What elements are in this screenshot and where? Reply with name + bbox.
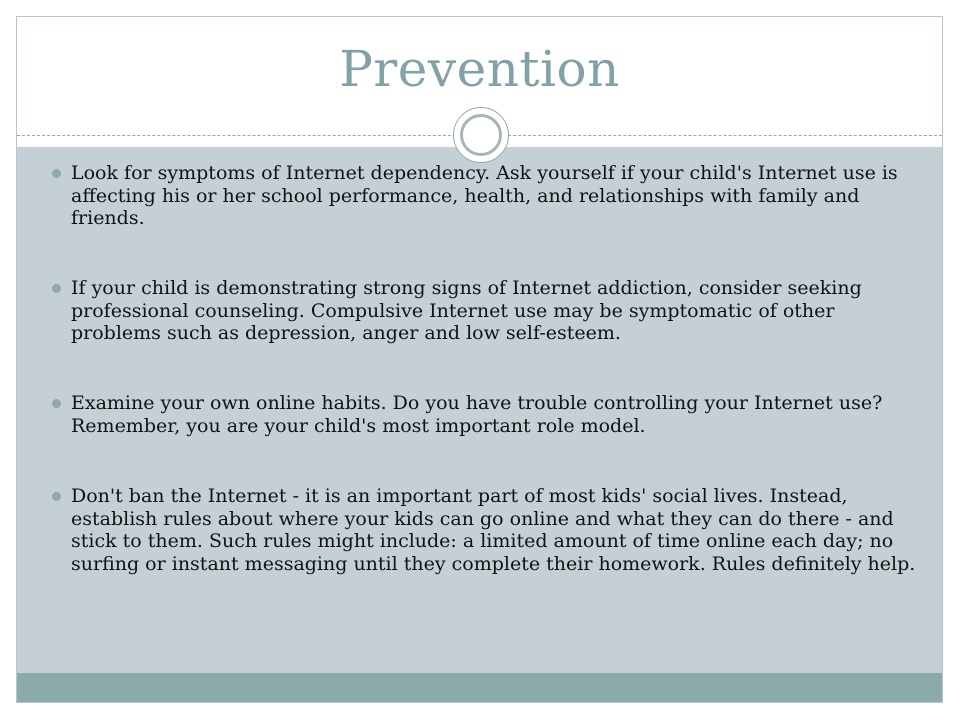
bullet-item [71, 277, 923, 345]
bullet-text: Examine your own online habits. Do you have trouble controlling your Internet use? Remember, you are your child's most important role model. [71, 392, 883, 437]
bullet-text: Look for symptoms of Internet dependency. Ask yourself if your child's Internet use is affecting his or her school performance, health, and relationships with family and friends. [71, 162, 898, 230]
bullet-item [71, 162, 923, 230]
bullet-text: If your child is demonstrating strong signs of Internet addiction, consider seeking professional counseling. Compulsive Internet use may be symptomatic of other problems such as depression, anger and low self-esteem. [71, 277, 862, 345]
bullet-text: Don't ban the Internet - it is an important part of most kids' social lives. Instead, establish rules about where your kids can go online and what they can do there - and stick to them. Such rules might include: a limited amount of time online each day; no surfing or instant messaging until they complete their homework. Rules definitely help. [71, 485, 916, 575]
footer-bar [17, 673, 942, 703]
bullet-dot-icon [52, 284, 61, 293]
bullet-dot-icon [52, 492, 61, 501]
bullet-item [71, 485, 923, 575]
bullet-item [71, 392, 923, 437]
slide [16, 16, 943, 703]
decorative-circle-icon [453, 107, 509, 163]
slide-title: Prevention [339, 40, 620, 98]
decorative-inner-ring [460, 114, 502, 156]
bullet-dot-icon [52, 169, 61, 178]
bullet-dot-icon [52, 399, 61, 408]
